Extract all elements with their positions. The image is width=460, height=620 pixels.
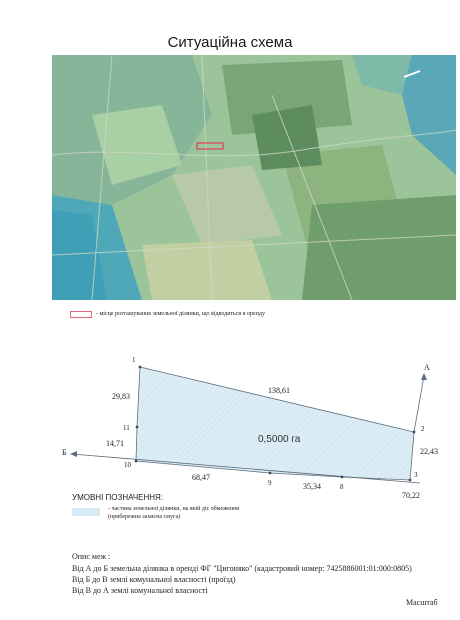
conventions-item-line1: - частина земельної ділянки, на якій діє обмеження (108, 506, 240, 512)
boundary-line-1: Від А до Б земельна ділянка в оренді ФГ "Цигоняко" (кадастровий номер: 7425886001:01:000:0805) (72, 564, 412, 573)
dimension-bottom-left: 68,47 (192, 473, 210, 482)
satellite-map (52, 55, 456, 300)
point-10-label: 10 (124, 461, 131, 469)
dimension-bottom-mid: 35,34 (303, 482, 321, 491)
vertex-11 (136, 426, 139, 429)
boundary-line-3: Від В до А землі комунальної власності (72, 586, 208, 595)
direction-b-label: Б (62, 448, 67, 457)
arrow-b-head (70, 451, 77, 457)
conventions-title: УМОВНІ ПОЗНАЧЕННЯ: (72, 493, 164, 502)
location-legend-text: - місце розташування земельної ділянки, що відводиться в оренду (96, 311, 265, 317)
map-image (52, 55, 456, 300)
vertex-10 (135, 460, 138, 463)
dimension-top: 138,61 (268, 386, 290, 395)
scale-label: Масштаб (406, 598, 438, 607)
vertex-1 (139, 366, 142, 369)
point-2-label: 2 (421, 425, 425, 433)
point-9-label: 9 (268, 479, 272, 487)
point-3-label: 3 (414, 471, 418, 479)
location-marker-swatch (70, 311, 92, 318)
dimension-left-lower: 14,71 (106, 439, 124, 448)
conventions-item (108, 505, 239, 521)
direction-a-label: А (424, 363, 430, 372)
conventions-item-line2: (прибережна захисна смуга) (108, 514, 181, 520)
arrow-a-head (421, 373, 427, 380)
vertex-2 (413, 431, 416, 434)
point-11-label: 11 (123, 424, 130, 432)
boundaries-title: Опис меж : (72, 552, 111, 561)
dimension-right: 22,43 (420, 447, 438, 456)
dimension-bottom-right: 70,22 (402, 491, 420, 500)
parcel-plan (0, 340, 460, 505)
protection-strip-swatch (72, 508, 100, 516)
vertex-8 (341, 476, 344, 479)
point-8-label: 8 (340, 483, 344, 491)
dimension-left-upper: 29,83 (112, 392, 130, 401)
boundary-line-2: Від Б до В землі комунальної власності (проїзд) (72, 575, 236, 584)
arrow-a-line (414, 376, 424, 432)
parcel-drawing (0, 340, 460, 505)
area-label: 0,5000 га (258, 434, 301, 445)
vertex-3 (409, 479, 412, 482)
vertex-9 (269, 472, 272, 475)
point-1-label: 1 (132, 356, 136, 364)
page-title: Ситуаційна схема (167, 34, 293, 51)
